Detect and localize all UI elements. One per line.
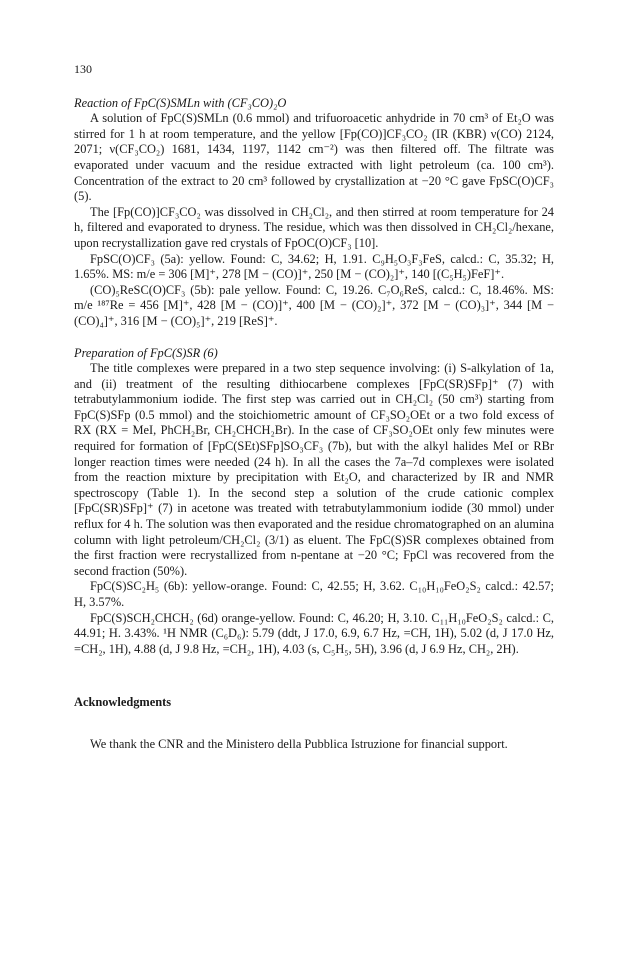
section-heading: Reaction of FpC(S)SMLn with (CF₃CO)₂O bbox=[74, 95, 287, 110]
paragraph: A solution of FpC(S)SMLn (0.6 mmol) and trifuoroacetic anhydride in 70 cm³ of Et₂O was stirred for 1 h at room temperature, and the yellow [Fp(CO)]CF₃CO₂ (IR (KBR) ν(CO) 2124, 2071; ν(CF₃CO₂) 1681, 1434, 1197, 1142 cm⁻²) was then filtered off. The filtrate was evaporated under vacuum and the residue extracted with light petroleum (ca. 100 cm³). Concentration of the extract to 20 cm³ followed by crystallization at −20 °C gave FpSC(O)CF₃ (5). bbox=[74, 111, 554, 204]
section-acknowledgments bbox=[74, 695, 554, 752]
section-heading: Preparation of FpC(S)SR (6) bbox=[74, 345, 218, 360]
paragraph: (CO)₅ReSC(O)CF₃ (5b): pale yellow. Found: C, 19.26. C₇O₆ReS, calcd.: C, 18.46%. MS: m/e ¹⁸⁷Re = 456 [M]⁺, 428 [M − (CO)]⁺, 400 [M − (CO)₂]⁺, 372 [M − (CO)₃]⁺, 344 [M − (CO)₄]⁺, 316 [M − (CO)₅]⁺, 219 [ReS]⁺. bbox=[74, 282, 554, 328]
section-preparation bbox=[74, 346, 554, 658]
paragraph: FpC(S)SC₂H₅ (6b): yellow-orange. Found: C, 42.55; H, 3.62. C₁₀H₁₀FeO₂S₂ calcd.: 42.57; H, 3.57%. bbox=[74, 579, 554, 609]
acknowledgments-text: We thank the CNR and the Ministero della Pubblica Istruzione for financial support. bbox=[90, 736, 508, 751]
acknowledgments-heading: Acknowledgments bbox=[74, 695, 172, 710]
page-body bbox=[74, 62, 554, 753]
paragraph: FpSC(O)CF₃ (5a): yellow. Found: C, 34.62; H, 1.91. C₉H₅O₃F₃FeS, calcd.: C, 35.32; H, 1.65%. MS: m/e = 306 [M]⁺, 278 [M − (CO)]⁺, 250 [M − (CO)₂]⁺, 140 [(C₅H₅)FeF]⁺. bbox=[74, 251, 554, 282]
page-number: 130 bbox=[74, 62, 92, 76]
paragraph: The title complexes were prepared in a two step sequence involving: (i) S-alkylation of 1a, and (ii) treatment of the resulting dithiocarbene complexes [FpC(SR)SFp]⁺ (7) with tetrabutylammonium iodide. The first step was carried out in CH₂Cl₂ (50 cm³) starting from FpC(S)SFp (0.5 mmol) and the stoichiometric amount of CF₃SO₂OEt or a two fold excess of RX (RX = MeI, PhCH₂Br, CH₂CHCH₂Br). In the case of CF₃SO₂OEt only few minutes were required for formation of [FpC(SEt)SFp]SO₃CF₃ (7b), but with the alkyl halides MeI or RBr longer reaction times were needed (24 h). In all the cases the 7a–7d complexes were isolated from the reaction mixture by precipitation with Et₂O, and characterized by IR and NMR spectroscopy (Table 1). In the second step a solution of the crude cationic complex [FpC(SR)SFp]⁺ (7) in acetone was treated with tetrabutylammonium iodide (30 mmol) under reflux for 4 h. The solution was then evaporated and the residue chromatographed on an alumina column with light petroleum/CH₂Cl₂ (3/1) as eluent. The FpC(S)SR complexes obtained from the first fraction were recrystallized from n-pentane at −20 °C; FpCl was recovered from the second fraction (50%). bbox=[74, 361, 554, 578]
section-reaction bbox=[74, 96, 554, 330]
paragraph: FpC(S)SCH₂CHCH₂ (6d) orange-yellow. Found: C, 46.20; H, 3.10. C₁₁H₁₀FeO₂S₂ calcd.: C, 44.91; H. 3.43%. ¹H NMR (C₆D₆): 5.79 (ddt, J 17.0, 6.9, 6.7 Hz, =CH, 1H), 5.02 (d, J 17.0 Hz, =CH₂, 1H), 4.88 (d, J 9.8 Hz, =CH₂, 1H), 4.03 (s, C₅H₅, 5H), 3.96 (d, J 6.9 Hz, CH₂, 2H). bbox=[74, 610, 554, 656]
paragraph: The [Fp(CO)]CF₃CO₂ was dissolved in CH₂Cl₂, and then stirred at room temperature for 24 h, filtered and evaporated to dryness. The residue, which was then dissolved in CH₂Cl₂/hexane, upon recrystallization gave red crystals of FpOC(O)CF₃ [10]. bbox=[74, 204, 554, 250]
